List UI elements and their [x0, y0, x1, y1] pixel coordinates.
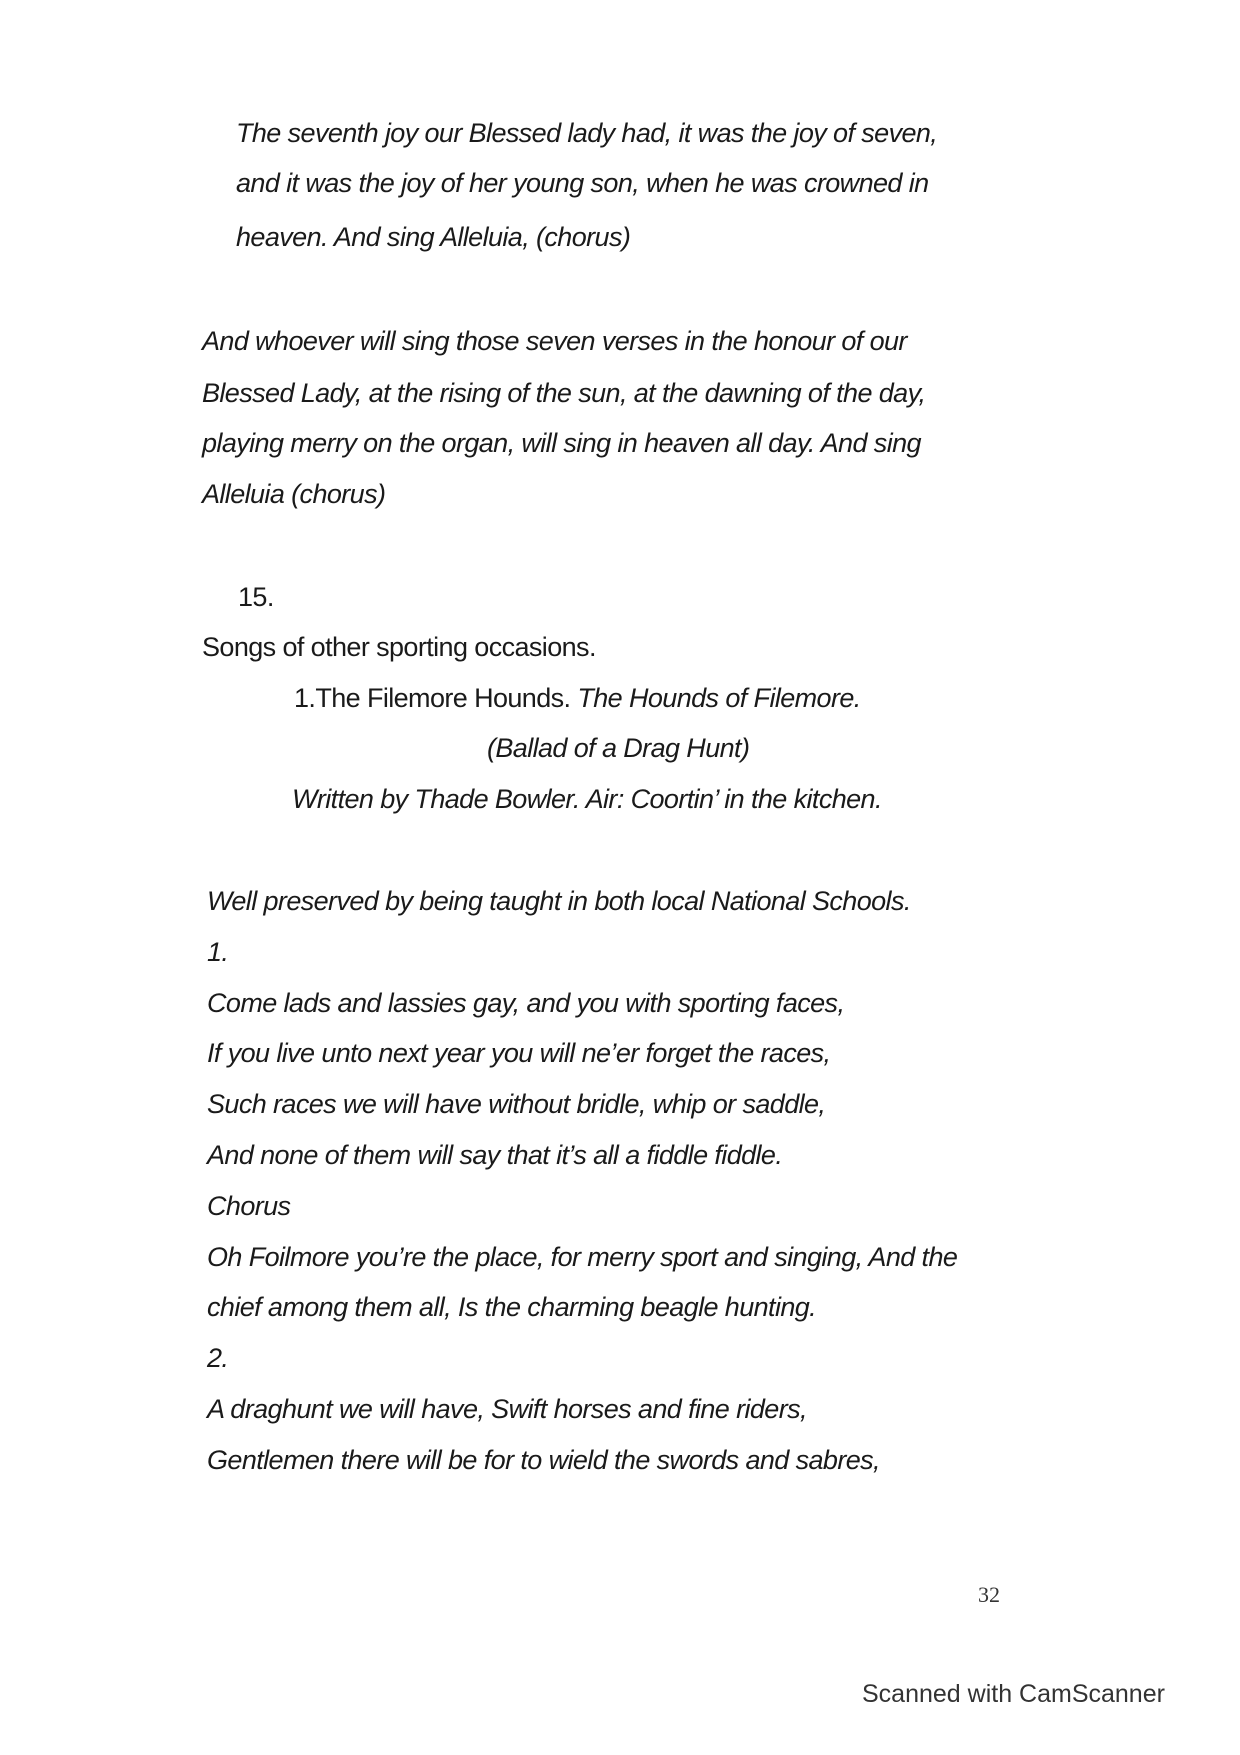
verse1-line-2: If you live unto next year you will ne’er forget the races, [207, 1038, 831, 1068]
verse7-line-2: and it was the joy of her young son, when he was crowned in [236, 168, 929, 198]
song-credit: Written by Thade Bowler. Air: Coortin’ in the kitchen. [292, 784, 882, 814]
scanner-watermark: Scanned with CamScanner [862, 1680, 1165, 1708]
verse2-line-1: A draghunt we will have, Swift horses and fine riders, [207, 1394, 807, 1424]
chorus-line-1: Oh Foilmore you’re the place, for merry sport and singing, And the [207, 1242, 958, 1272]
chorus-line-2: chief among them all, Is the charming beagle hunting. [207, 1292, 817, 1322]
verse2-label: 2. [207, 1343, 229, 1373]
verse1-label: 1. [207, 937, 229, 967]
closing-line-1: And whoever will sing those seven verses in the honour of our [202, 326, 907, 356]
section-number: 15. [238, 582, 274, 612]
verse1-line-4: And none of them will say that it’s all a fiddle fiddle. [207, 1140, 783, 1170]
song-title-italic: The Hounds of Filemore. [570, 683, 861, 713]
song-subtitle: (Ballad of a Drag Hunt) [487, 733, 750, 763]
preservation-note: Well preserved by being taught in both local National Schools. [207, 886, 911, 916]
closing-line-2: Blessed Lady, at the rising of the sun, at the dawning of the day, [202, 378, 926, 408]
verse7-line-1: The seventh joy our Blessed lady had, it was the joy of seven, [236, 118, 938, 148]
verse7-line-3: heaven. And sing Alleluia, (chorus) [236, 222, 631, 252]
section-heading: Songs of other sporting occasions. [202, 632, 596, 662]
verse1-line-3: Such races we will have without bridle, whip or saddle, [207, 1089, 826, 1119]
chorus-label: Chorus [207, 1191, 291, 1221]
song-title-plain: 1.The Filemore Hounds. [294, 683, 571, 713]
verse1-line-1: Come lads and lassies gay, and you with sporting faces, [207, 988, 845, 1018]
closing-line-4: Alleluia (chorus) [202, 479, 386, 509]
page-number: 32 [978, 1582, 1000, 1607]
verse2-line-2: Gentlemen there will be for to wield the swords and sabres, [207, 1445, 880, 1475]
song-title [294, 683, 861, 714]
closing-line-3: playing merry on the organ, will sing in heaven all day. And sing [202, 428, 921, 458]
